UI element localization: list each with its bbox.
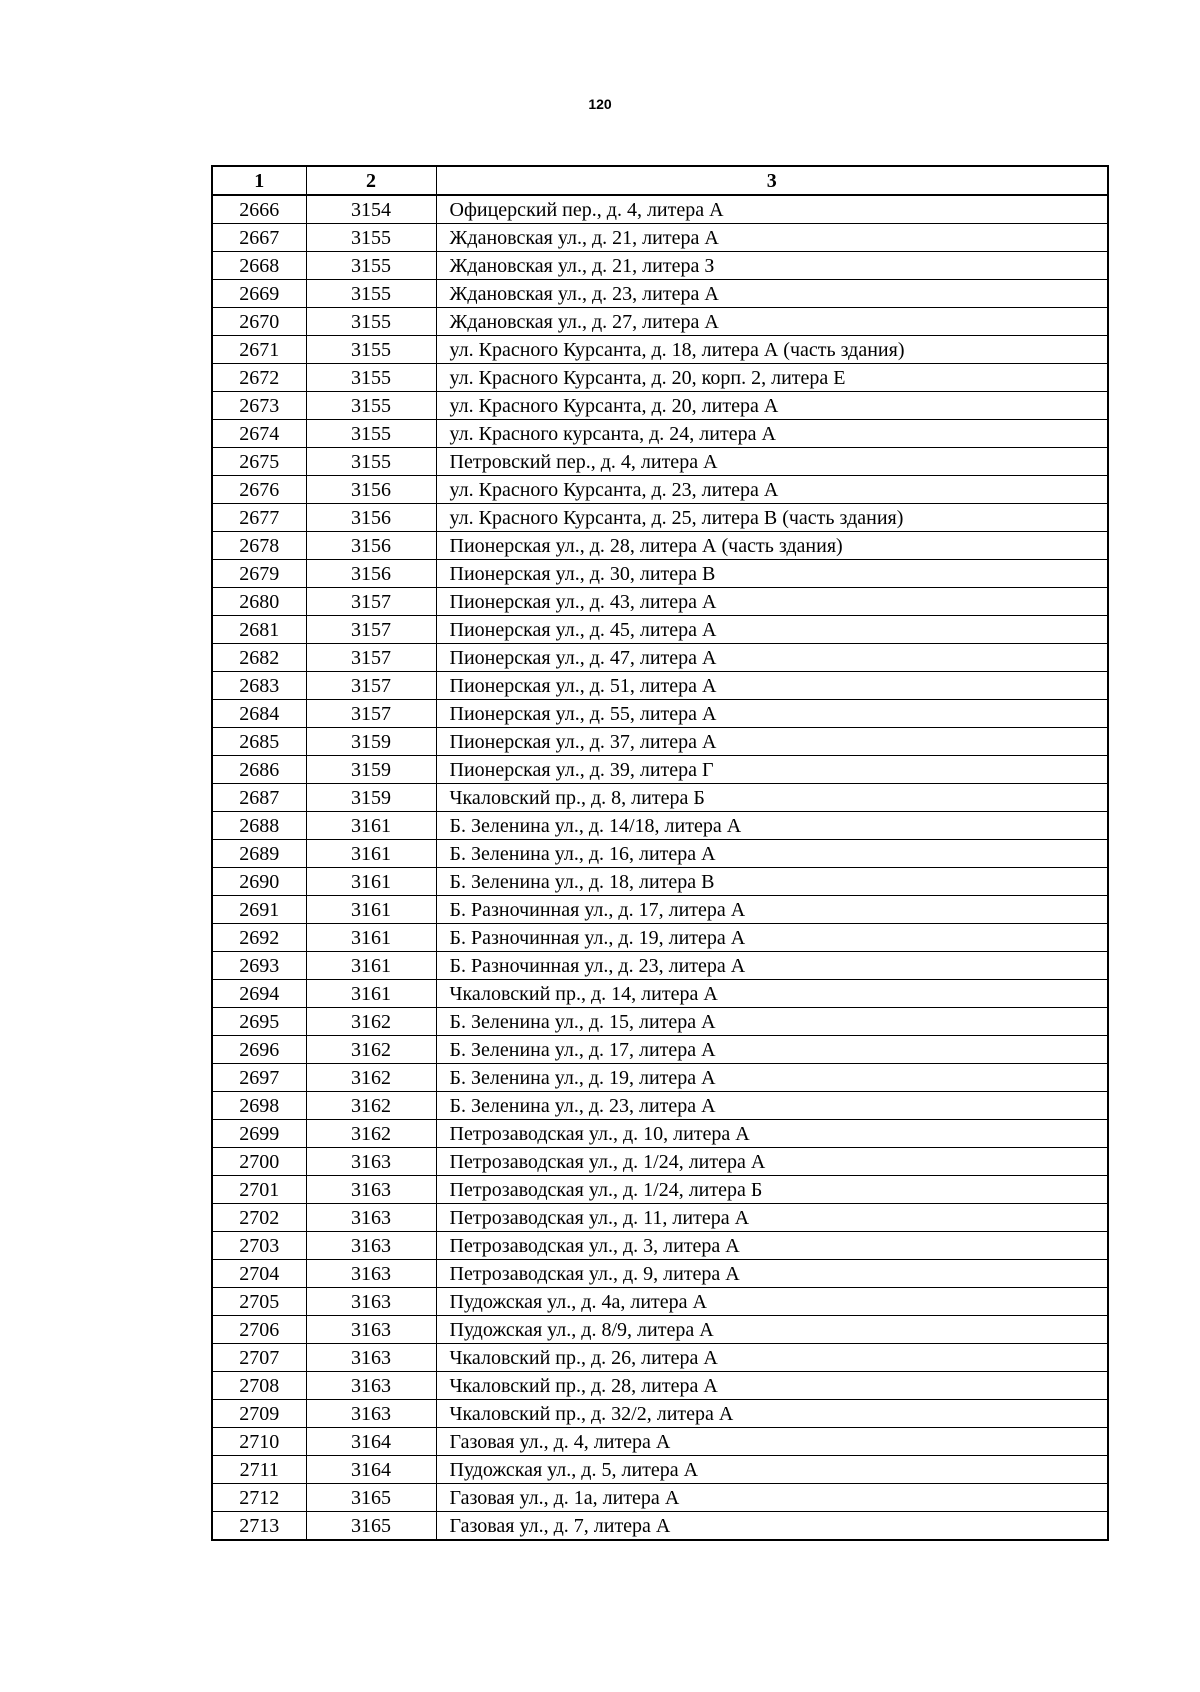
table-row xyxy=(212,1064,1108,1092)
row-number-cell: 2671 xyxy=(212,336,306,364)
address-cell: Петрозаводская ул., д. 1/24, литера А xyxy=(436,1148,1108,1176)
row-number-cell: 2675 xyxy=(212,448,306,476)
table-row xyxy=(212,1344,1108,1372)
code-cell: 3159 xyxy=(306,756,436,784)
row-number-cell: 2688 xyxy=(212,812,306,840)
code-cell: 3155 xyxy=(306,448,436,476)
code-cell: 3161 xyxy=(306,812,436,840)
address-cell: ул. Красного Курсанта, д. 20, литера А xyxy=(436,392,1108,420)
code-cell: 3161 xyxy=(306,896,436,924)
address-cell: Пионерская ул., д. 39, литера Г xyxy=(436,756,1108,784)
row-number-cell: 2680 xyxy=(212,588,306,616)
table-row xyxy=(212,1316,1108,1344)
table-row xyxy=(212,784,1108,812)
address-cell: Ждановская ул., д. 27, литера А xyxy=(436,308,1108,336)
address-cell: Ждановская ул., д. 23, литера А xyxy=(436,280,1108,308)
table-row xyxy=(212,728,1108,756)
row-number-cell: 2681 xyxy=(212,616,306,644)
row-number-cell: 2685 xyxy=(212,728,306,756)
address-cell: Пионерская ул., д. 55, литера А xyxy=(436,700,1108,728)
header-col-1: 1 xyxy=(212,166,306,195)
table-row xyxy=(212,532,1108,560)
code-cell: 3163 xyxy=(306,1204,436,1232)
row-number-cell: 2699 xyxy=(212,1120,306,1148)
row-number-cell: 2683 xyxy=(212,672,306,700)
table-row xyxy=(212,644,1108,672)
table-row xyxy=(212,252,1108,280)
registry-table xyxy=(211,165,1109,1541)
address-cell: Б. Зеленина ул., д. 19, литера А xyxy=(436,1064,1108,1092)
table-row xyxy=(212,868,1108,896)
address-cell: Чкаловский пр., д. 14, литера А xyxy=(436,980,1108,1008)
code-cell: 3156 xyxy=(306,532,436,560)
row-number-cell: 2713 xyxy=(212,1512,306,1541)
code-cell: 3155 xyxy=(306,252,436,280)
table-row xyxy=(212,1456,1108,1484)
row-number-cell: 2676 xyxy=(212,476,306,504)
address-cell: Б. Разночинная ул., д. 23, литера А xyxy=(436,952,1108,980)
code-cell: 3161 xyxy=(306,840,436,868)
code-cell: 3163 xyxy=(306,1260,436,1288)
code-cell: 3155 xyxy=(306,336,436,364)
table-row xyxy=(212,1036,1108,1064)
address-cell: ул. Красного Курсанта, д. 25, литера В (часть здания) xyxy=(436,504,1108,532)
address-cell: Газовая ул., д. 7, литера А xyxy=(436,1512,1108,1541)
address-cell: ул. Красного Курсанта, д. 20, корп. 2, литера Е xyxy=(436,364,1108,392)
code-cell: 3157 xyxy=(306,588,436,616)
header-col-2: 2 xyxy=(306,166,436,195)
code-cell: 3159 xyxy=(306,784,436,812)
row-number-cell: 2712 xyxy=(212,1484,306,1512)
address-cell: Б. Зеленина ул., д. 15, литера А xyxy=(436,1008,1108,1036)
row-number-cell: 2694 xyxy=(212,980,306,1008)
code-cell: 3161 xyxy=(306,980,436,1008)
code-cell: 3155 xyxy=(306,224,436,252)
code-cell: 3164 xyxy=(306,1428,436,1456)
address-cell: Б. Разночинная ул., д. 17, литера А xyxy=(436,896,1108,924)
code-cell: 3155 xyxy=(306,308,436,336)
table-row xyxy=(212,504,1108,532)
address-cell: Пионерская ул., д. 30, литера В xyxy=(436,560,1108,588)
table-row xyxy=(212,448,1108,476)
row-number-cell: 2689 xyxy=(212,840,306,868)
code-cell: 3165 xyxy=(306,1484,436,1512)
row-number-cell: 2708 xyxy=(212,1372,306,1400)
table-row xyxy=(212,1512,1108,1541)
row-number-cell: 2690 xyxy=(212,868,306,896)
row-number-cell: 2670 xyxy=(212,308,306,336)
table-row xyxy=(212,896,1108,924)
address-cell: Чкаловский пр., д. 8, литера Б xyxy=(436,784,1108,812)
code-cell: 3165 xyxy=(306,1512,436,1541)
table-row xyxy=(212,840,1108,868)
row-number-cell: 2711 xyxy=(212,1456,306,1484)
table-row xyxy=(212,476,1108,504)
row-number-cell: 2706 xyxy=(212,1316,306,1344)
address-cell: Петрозаводская ул., д. 10, литера А xyxy=(436,1120,1108,1148)
row-number-cell: 2703 xyxy=(212,1232,306,1260)
table-row xyxy=(212,1288,1108,1316)
row-number-cell: 2679 xyxy=(212,560,306,588)
row-number-cell: 2707 xyxy=(212,1344,306,1372)
code-cell: 3162 xyxy=(306,1064,436,1092)
address-cell: Петрозаводская ул., д. 9, литера А xyxy=(436,1260,1108,1288)
address-cell: Пионерская ул., д. 45, литера А xyxy=(436,616,1108,644)
table-row xyxy=(212,756,1108,784)
row-number-cell: 2677 xyxy=(212,504,306,532)
code-cell: 3155 xyxy=(306,364,436,392)
row-number-cell: 2700 xyxy=(212,1148,306,1176)
address-cell: Петрозаводская ул., д. 3, литера А xyxy=(436,1232,1108,1260)
row-number-cell: 2682 xyxy=(212,644,306,672)
table-row xyxy=(212,336,1108,364)
address-cell: Б. Зеленина ул., д. 18, литера В xyxy=(436,868,1108,896)
code-cell: 3162 xyxy=(306,1092,436,1120)
address-cell: Пионерская ул., д. 37, литера А xyxy=(436,728,1108,756)
table-row xyxy=(212,952,1108,980)
row-number-cell: 2697 xyxy=(212,1064,306,1092)
table-row xyxy=(212,1176,1108,1204)
row-number-cell: 2672 xyxy=(212,364,306,392)
row-number-cell: 2702 xyxy=(212,1204,306,1232)
code-cell: 3157 xyxy=(306,700,436,728)
table-row xyxy=(212,1484,1108,1512)
address-cell: Б. Разночинная ул., д. 19, литера А xyxy=(436,924,1108,952)
row-number-cell: 2674 xyxy=(212,420,306,448)
code-cell: 3157 xyxy=(306,644,436,672)
table-row xyxy=(212,1400,1108,1428)
address-cell: Б. Зеленина ул., д. 14/18, литера А xyxy=(436,812,1108,840)
row-number-cell: 2705 xyxy=(212,1288,306,1316)
table-row xyxy=(212,924,1108,952)
address-cell: Чкаловский пр., д. 32/2, литера А xyxy=(436,1400,1108,1428)
row-number-cell: 2696 xyxy=(212,1036,306,1064)
code-cell: 3162 xyxy=(306,1008,436,1036)
address-cell: Пудожская ул., д. 4а, литера А xyxy=(436,1288,1108,1316)
code-cell: 3157 xyxy=(306,672,436,700)
address-cell: Чкаловский пр., д. 26, литера А xyxy=(436,1344,1108,1372)
code-cell: 3161 xyxy=(306,924,436,952)
code-cell: 3163 xyxy=(306,1344,436,1372)
table-row xyxy=(212,280,1108,308)
code-cell: 3161 xyxy=(306,868,436,896)
table-row xyxy=(212,1148,1108,1176)
table-row xyxy=(212,1092,1108,1120)
row-number-cell: 2667 xyxy=(212,224,306,252)
code-cell: 3163 xyxy=(306,1176,436,1204)
table-row xyxy=(212,700,1108,728)
table-row xyxy=(212,672,1108,700)
address-cell: Б. Зеленина ул., д. 23, литера А xyxy=(436,1092,1108,1120)
address-cell: Петровский пер., д. 4, литера А xyxy=(436,448,1108,476)
row-number-cell: 2698 xyxy=(212,1092,306,1120)
table-row xyxy=(212,1260,1108,1288)
table-row xyxy=(212,364,1108,392)
address-cell: Б. Зеленина ул., д. 17, литера А xyxy=(436,1036,1108,1064)
address-cell: ул. Красного Курсанта, д. 23, литера А xyxy=(436,476,1108,504)
row-number-cell: 2709 xyxy=(212,1400,306,1428)
table-row xyxy=(212,1232,1108,1260)
address-cell: Петрозаводская ул., д. 1/24, литера Б xyxy=(436,1176,1108,1204)
address-cell: Ждановская ул., д. 21, литера А xyxy=(436,224,1108,252)
address-cell: Пудожская ул., д. 5, литера А xyxy=(436,1456,1108,1484)
row-number-cell: 2686 xyxy=(212,756,306,784)
row-number-cell: 2678 xyxy=(212,532,306,560)
row-number-cell: 2693 xyxy=(212,952,306,980)
row-number-cell: 2666 xyxy=(212,195,306,224)
row-number-cell: 2710 xyxy=(212,1428,306,1456)
address-cell: Петрозаводская ул., д. 11, литера А xyxy=(436,1204,1108,1232)
code-cell: 3163 xyxy=(306,1148,436,1176)
code-cell: 3163 xyxy=(306,1288,436,1316)
table-row xyxy=(212,588,1108,616)
address-cell: Пионерская ул., д. 51, литера А xyxy=(436,672,1108,700)
table-row xyxy=(212,560,1108,588)
address-cell: Газовая ул., д. 1а, литера А xyxy=(436,1484,1108,1512)
header-col-3: 3 xyxy=(436,166,1108,195)
code-cell: 3163 xyxy=(306,1400,436,1428)
address-cell: ул. Красного курсанта, д. 24, литера А xyxy=(436,420,1108,448)
code-cell: 3163 xyxy=(306,1372,436,1400)
row-number-cell: 2673 xyxy=(212,392,306,420)
address-cell: Чкаловский пр., д. 28, литера А xyxy=(436,1372,1108,1400)
code-cell: 3163 xyxy=(306,1232,436,1260)
code-cell: 3162 xyxy=(306,1036,436,1064)
code-cell: 3155 xyxy=(306,392,436,420)
address-cell: Пионерская ул., д. 43, литера А xyxy=(436,588,1108,616)
code-cell: 3159 xyxy=(306,728,436,756)
table-row xyxy=(212,812,1108,840)
address-cell: Газовая ул., д. 4, литера А xyxy=(436,1428,1108,1456)
address-cell: Ждановская ул., д. 21, литера З xyxy=(436,252,1108,280)
row-number-cell: 2691 xyxy=(212,896,306,924)
code-cell: 3157 xyxy=(306,616,436,644)
row-number-cell: 2668 xyxy=(212,252,306,280)
code-cell: 3156 xyxy=(306,504,436,532)
code-cell: 3155 xyxy=(306,280,436,308)
row-number-cell: 2695 xyxy=(212,1008,306,1036)
table-row xyxy=(212,1120,1108,1148)
address-cell: Пионерская ул., д. 47, литера А xyxy=(436,644,1108,672)
row-number-cell: 2687 xyxy=(212,784,306,812)
address-cell: Пионерская ул., д. 28, литера А (часть здания) xyxy=(436,532,1108,560)
table-row xyxy=(212,1372,1108,1400)
code-cell: 3163 xyxy=(306,1316,436,1344)
table-row xyxy=(212,392,1108,420)
code-cell: 3156 xyxy=(306,476,436,504)
table-row xyxy=(212,1428,1108,1456)
table-row xyxy=(212,195,1108,224)
table-row xyxy=(212,224,1108,252)
code-cell: 3154 xyxy=(306,195,436,224)
table-row xyxy=(212,1204,1108,1232)
code-cell: 3161 xyxy=(306,952,436,980)
table-row xyxy=(212,1008,1108,1036)
row-number-cell: 2701 xyxy=(212,1176,306,1204)
code-cell: 3162 xyxy=(306,1120,436,1148)
row-number-cell: 2704 xyxy=(212,1260,306,1288)
address-cell: ул. Красного Курсанта, д. 18, литера А (часть здания) xyxy=(436,336,1108,364)
table-row xyxy=(212,980,1108,1008)
address-cell: Б. Зеленина ул., д. 16, литера А xyxy=(436,840,1108,868)
table-header-row xyxy=(212,166,1108,195)
row-number-cell: 2684 xyxy=(212,700,306,728)
table-row xyxy=(212,420,1108,448)
address-cell: Пудожская ул., д. 8/9, литера А xyxy=(436,1316,1108,1344)
code-cell: 3155 xyxy=(306,420,436,448)
code-cell: 3164 xyxy=(306,1456,436,1484)
address-cell: Офицерский пер., д. 4, литера А xyxy=(436,195,1108,224)
row-number-cell: 2692 xyxy=(212,924,306,952)
table-row xyxy=(212,308,1108,336)
table-row xyxy=(212,616,1108,644)
table-body xyxy=(212,195,1108,1540)
page-number: 120 xyxy=(588,96,612,112)
row-number-cell: 2669 xyxy=(212,280,306,308)
code-cell: 3156 xyxy=(306,560,436,588)
